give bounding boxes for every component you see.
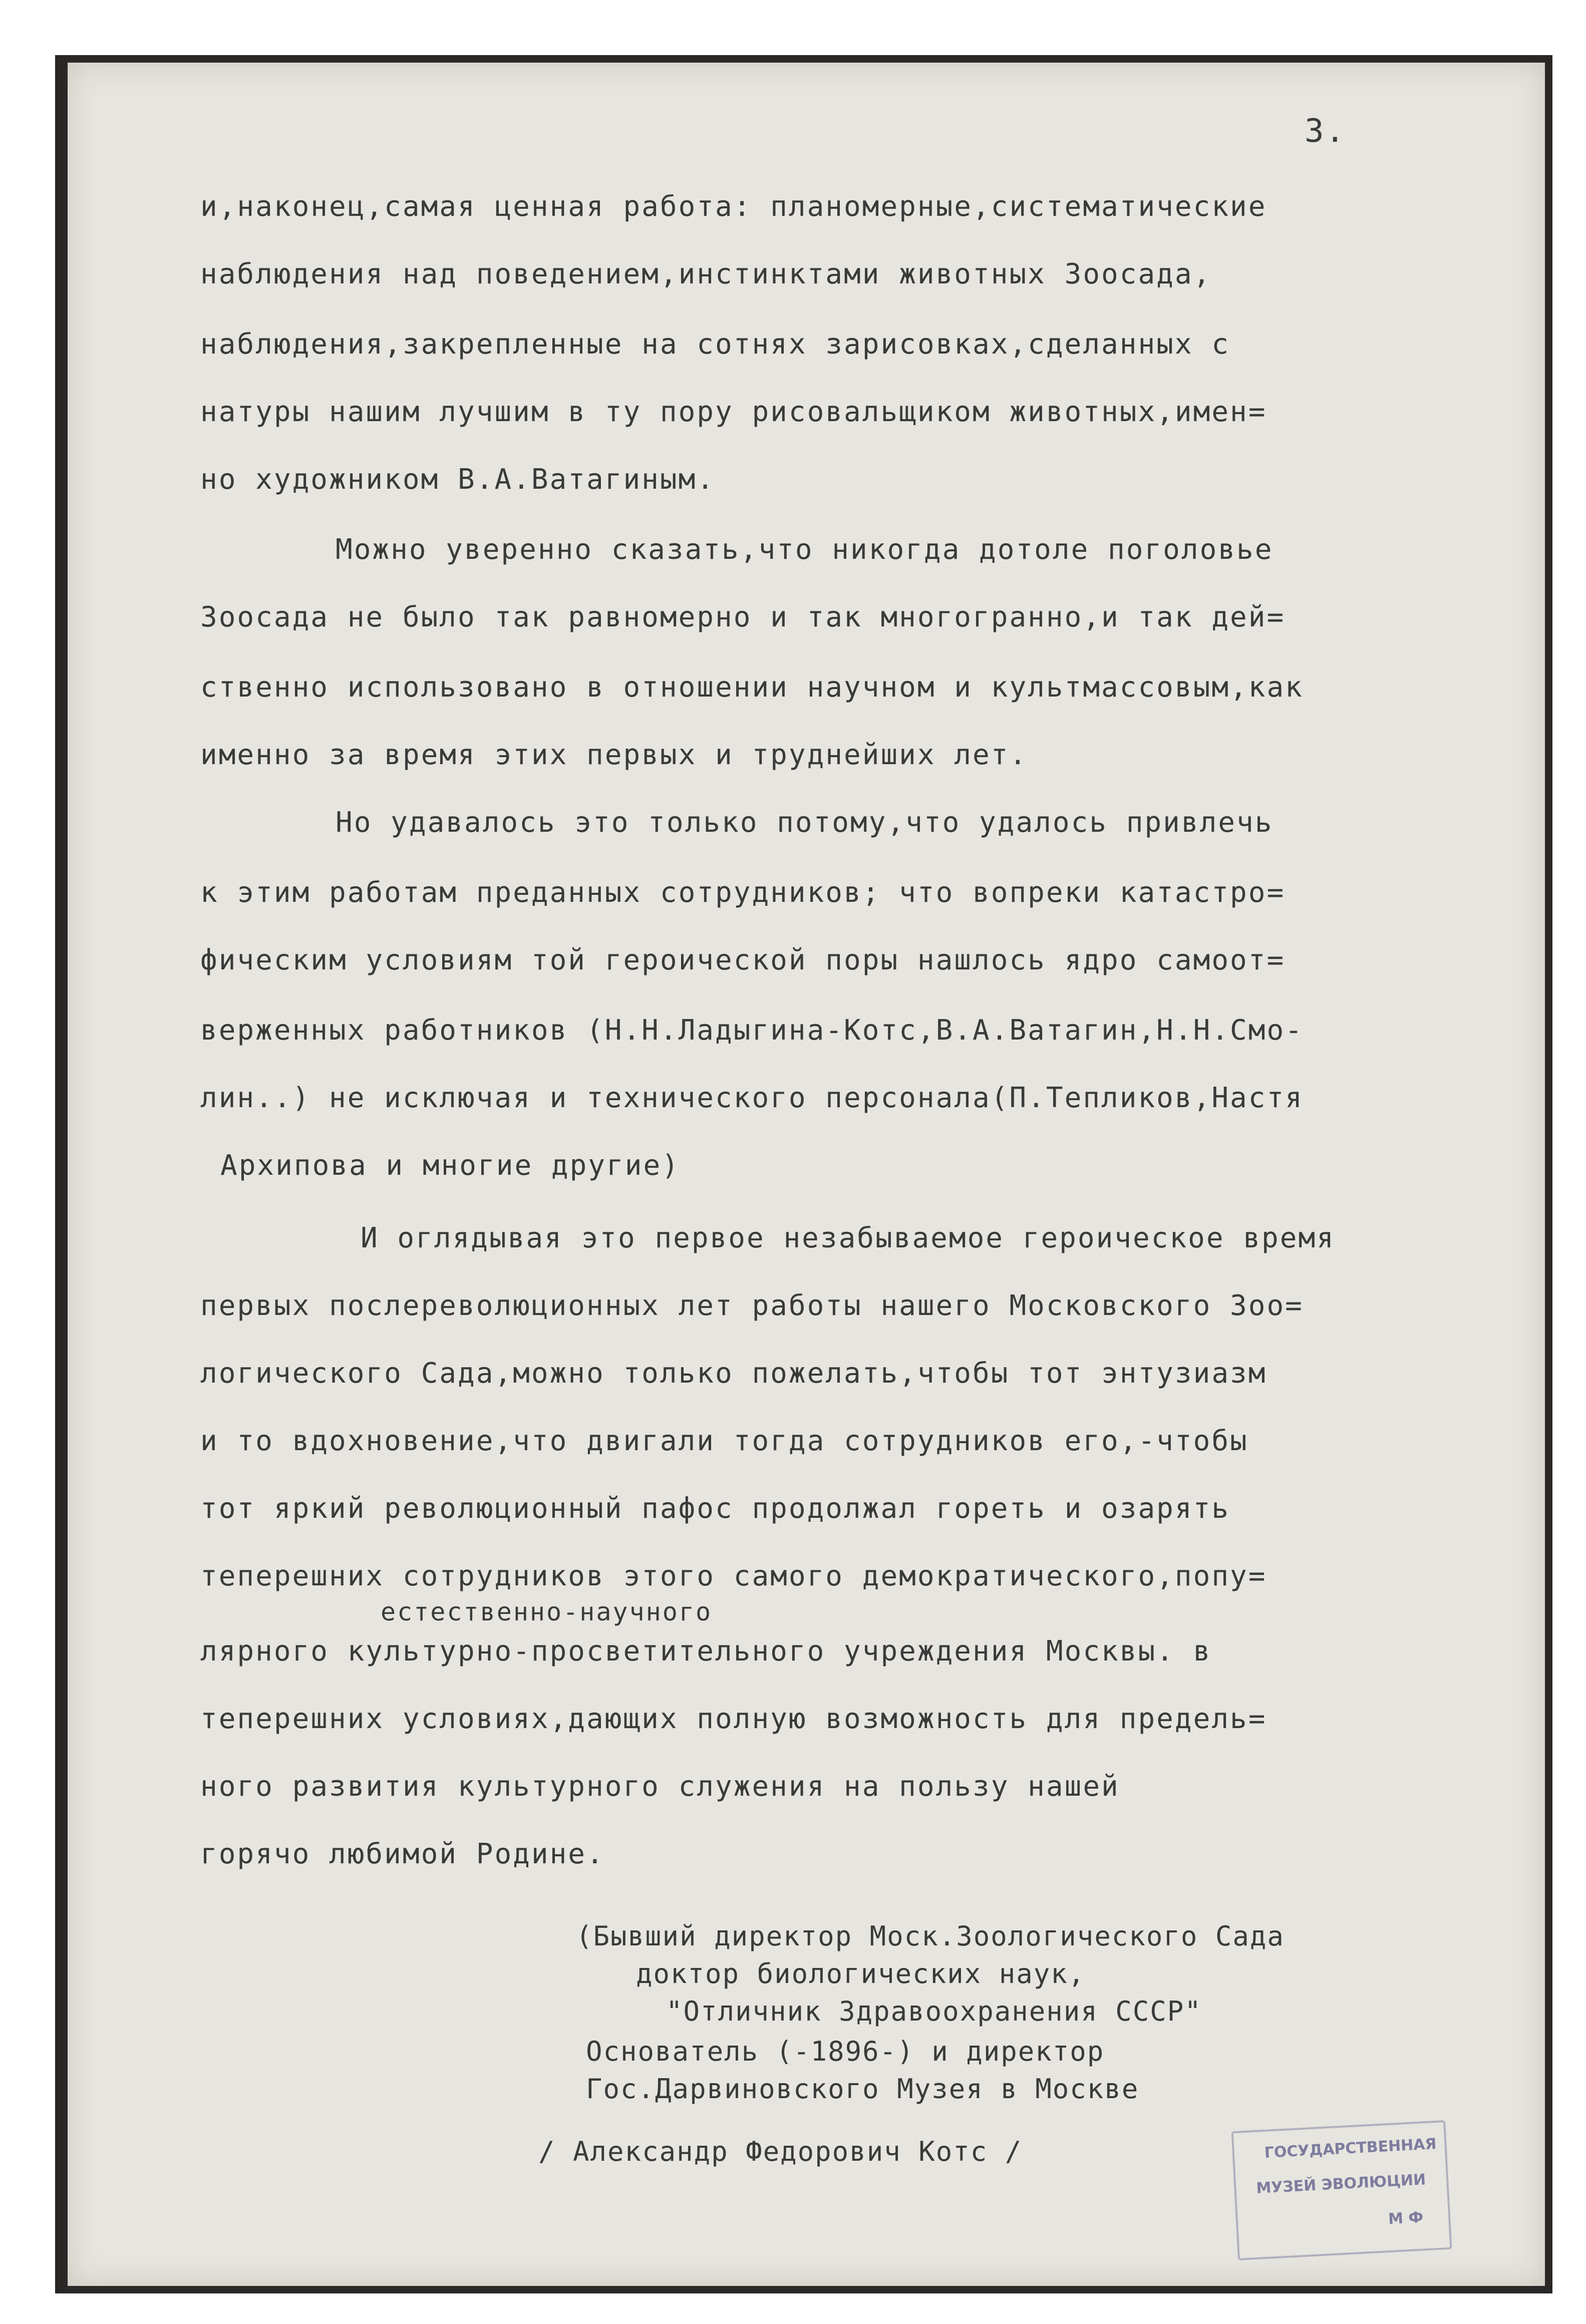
text-line: фическим условиям той героической поры нашлось ядро самоот=: [200, 944, 1286, 976]
text-line: но художником В.А.Ватагиным.: [200, 463, 716, 496]
text-line: верженных работников (Н.Н.Ладыгина-Котс,В.А.Ватагин,Н.Н.Смо-: [200, 1014, 1304, 1047]
text-line: и то вдохновение,что двигали тогда сотрудников его,-чтобы: [200, 1425, 1248, 1457]
text-line: Зоосада не было так равномерно и так многогранно,и так дей=: [200, 601, 1286, 633]
text-line: логического Сада,можно только пожелать,чтобы тот энтузиазм: [200, 1357, 1267, 1390]
text-line: и,наконец,самая ценная работа: планомерные,систематические: [200, 190, 1267, 223]
stamp-row: МУЗЕЙ ЭВОЛЮЦИИ: [1255, 2171, 1426, 2197]
text-line: Можно уверенно сказать,что никогда дотоле поголовье: [336, 533, 1274, 566]
text-line: лярного культурно-просветительного учреждения Москвы. в: [200, 1635, 1212, 1668]
handwritten-insertion: естественно-научного: [381, 1597, 713, 1626]
page-number: 3.: [1305, 113, 1347, 150]
signature-museum: Гос.Дарвиновского Музея в Москве: [586, 2073, 1139, 2105]
text-line: лин..) не исключая и технического персонала(П.Тепликов,Настя: [200, 1082, 1304, 1114]
signature-founder: Основатель (-1896-) и директор: [586, 2036, 1105, 2067]
text-line: тот яркий революционный пафос продолжал гореть и озарять: [200, 1492, 1230, 1525]
text-line: Архипова и многие другие): [220, 1149, 680, 1182]
signature-degree: доктор биологических наук,: [636, 1958, 1086, 1989]
text-line: горячо любимой Родине.: [200, 1838, 605, 1870]
archive-stamp: [1231, 2120, 1452, 2260]
text-line: наблюдения над поведением,инстинктами животных Зоосада,: [200, 258, 1212, 290]
text-line: теперешних сотрудников этого самого демократического,попу=: [200, 1560, 1267, 1592]
text-line: первых послереволюционных лет работы нашего Московского Зоо=: [200, 1289, 1304, 1322]
text-line: натуры нашим лучшим в ту пору рисовальщиком животных,имен=: [200, 396, 1267, 428]
text-line: именно за время этих первых и труднейших лет.: [200, 739, 1028, 771]
text-line: Но удавалось это только потому,что удалось привлечь: [336, 806, 1274, 839]
signature-award: "Отличник Здравоохранения СССР": [666, 1996, 1202, 2027]
text-line: ственно использовано в отношении научном и культмассовым,как: [200, 671, 1304, 704]
text-line: теперешних условиях,дающих полную возможность для предель=: [200, 1703, 1267, 1735]
stamp-row: М Ф: [1388, 2208, 1424, 2228]
text-line: наблюдения,закрепленные на сотнях зарисовках,сделанных с: [200, 328, 1230, 361]
text-line: ного развития культурного служения на пользу нашей: [200, 1770, 1120, 1803]
stamp-row: ГОСУДАРСТВЕННАЯ: [1263, 2135, 1437, 2162]
signature-name: / Александр Федорович Котс /: [538, 2136, 1023, 2167]
text-line: к этим работам преданных сотрудников; что вопреки катастро=: [200, 876, 1286, 909]
signature-title: (Бывший директор Моск.Зоологического Сада: [576, 1920, 1285, 1952]
text-line: И оглядывая это первое незабываемое героическое время: [361, 1222, 1335, 1254]
